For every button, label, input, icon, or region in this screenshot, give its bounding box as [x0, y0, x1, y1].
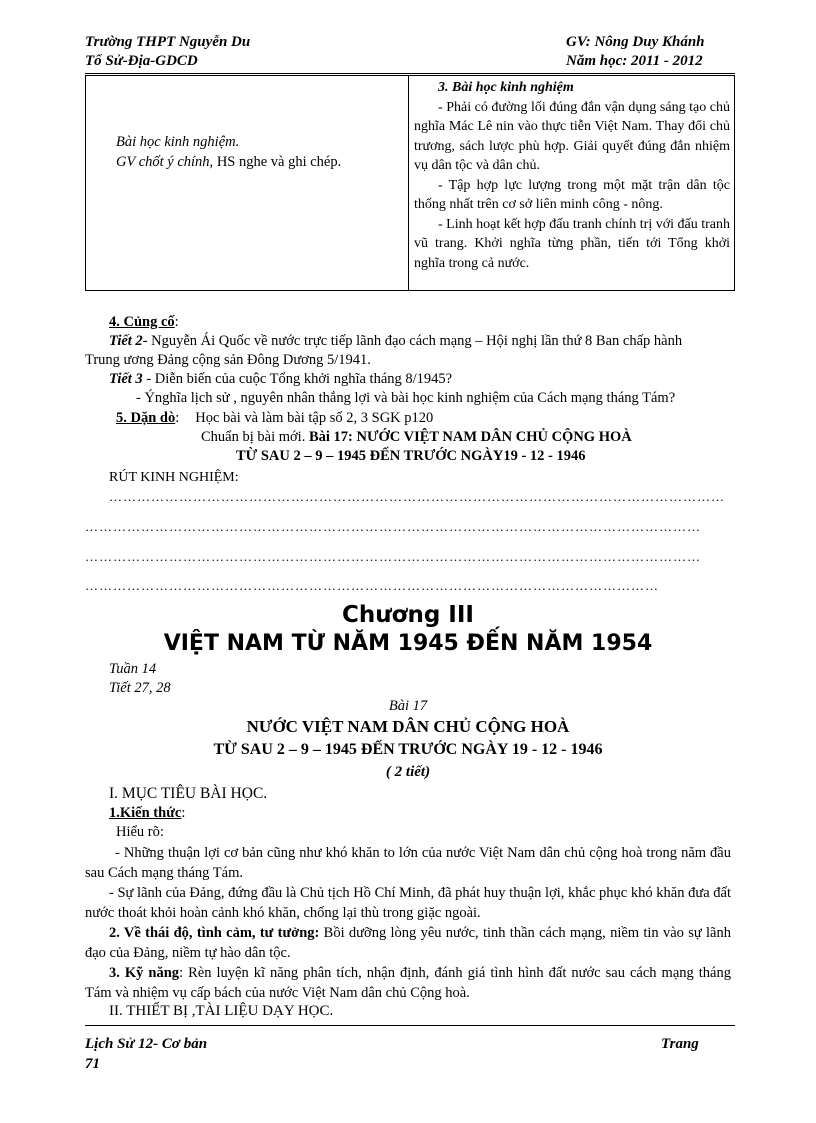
review-dots-2: …………………………………………………………………………………………………………………… — [85, 519, 701, 534]
objectives-heading: I. MỤC TIÊU BÀI HỌC. — [109, 785, 268, 802]
teacher-activity-cell — [86, 76, 409, 291]
school-year: Năm học: 2011 - 2012 — [566, 53, 703, 69]
lessons-learned-title: 3. Bài học kinh nghiệm — [438, 80, 574, 95]
knowledge-heading: 1.Kiến thức: — [109, 805, 186, 821]
content-cell — [409, 76, 735, 291]
left-cell-line1: Bài học kinh nghiệm. — [116, 134, 240, 150]
periods-label: Tiết 27, 28 — [109, 680, 171, 696]
lesson-duration: ( 2 tiết) — [385, 764, 431, 780]
header-rule — [85, 73, 735, 74]
chapter-title: Chương III — [342, 602, 474, 628]
knowledge-points — [85, 843, 731, 1003]
understand-label: Hiểu rõ: — [116, 824, 164, 840]
knowledge-point-2: - Sự lãnh của Đảng, đứng đầu là Chủ tịch Hồ Chí Minh, đã phát huy thuận lợi, khắc phục khó khăn đưa đất nước thoát khỏi hoàn cảnh khó khăn, chống lại thù trong giặc ngoài. — [85, 885, 731, 921]
skills-objective: 3. Kỹ năng: Rèn luyện kĩ năng phân tích, nhận định, đánh giá tình hình đất nước sau cách mạng tháng Tám và nhiệm vụ cấp bách của nước Việt Nam dân chủ Cộng hoà. — [85, 965, 731, 1001]
period-3-question: Tiết 3 - Diễn biến của cuộc Tổng khởi nghĩa tháng 8/1945? — [109, 371, 453, 387]
lesson-title-2: TỪ SAU 2 – 9 – 1945 ĐẾN TRƯỚC NGÀY 19 - 12 - 1946 — [213, 741, 603, 758]
homework-line: 5. Dặn dò: Học bài và làm bài tập số 2, 3 SGK p120 — [116, 410, 434, 426]
lesson-point-3: - Linh hoạt kết hợp đấu tranh chính trị với đấu tranh vũ trang. Khởi nghĩa từng phần, tiến tới Tổng khởi nghĩa trong cả nước. — [414, 216, 731, 271]
period-3-question-cont: - Ýnghĩa lịch sử , nguyên nhân thắng lợi và bài học kinh nghiệm của Cách mạng tháng Tám? — [136, 390, 676, 406]
lesson-point-2: - Tập hợp lực lượng trong một mặt trận dân tộc thống nhất trên cơ sở liên minh công - nông. — [414, 177, 730, 212]
week-label: Tuần 14 — [109, 661, 157, 677]
chapter-subtitle: VIỆT NAM TỪ NĂM 1945 ĐẾN NĂM 1954 — [163, 631, 653, 656]
footer-rule — [85, 1025, 735, 1026]
period-2-question: Tiết 2- Nguyễn Ái Quốc về nước trực tiếp lãnh đạo cách mạng – Hội nghị lần thứ 8 Ban chấp hành — [109, 333, 683, 349]
period-2-question-cont: Trung ương Đảng cộng sản Đông Dương 5/1941. — [85, 352, 371, 368]
lesson-title-1: NƯỚC VIỆT NAM DÂN CHỦ CỘNG HOÀ — [246, 717, 570, 736]
attitude-objective: 2. Về thái độ, tình cảm, tư tưởng: Bồi dưỡng lòng yêu nước, tinh thần cách mạng, niềm tin vào sự lãnh đạo của Đảng, niềm tự hào dân tộc. — [85, 925, 731, 961]
review-dots-1: …………………………………………………………………………………………………………………… — [109, 489, 725, 504]
lesson-activity-table — [85, 75, 735, 291]
department-name: Tổ Sử-Địa-GDCD — [85, 53, 198, 69]
teacher-name: GV: Nông Duy Khánh — [566, 34, 705, 50]
left-cell-italic: GV chốt ý chính, — [116, 154, 214, 170]
school-name: Trường THPT Nguyễn Du — [85, 34, 251, 50]
consolidation-heading: 4. Củng cố: — [109, 314, 179, 330]
next-lesson-line2: TỪ SAU 2 – 9 – 1945 ĐẾN TRƯỚC NGÀY19 - 12 - 1946 — [236, 448, 586, 464]
lesson-point-1: - Phải có đường lối đúng đắn vận dụng sáng tạo chủ nghĩa Mác Lê nin vào thực tiễn Việt Nam. Thay đổi chủ trương, sách lược phù hợp. Giải quyết đúng đắn nhiệm vụ dân tộc và dân chủ. — [414, 99, 730, 173]
review-label: RÚT KINH NGHIỆM: — [109, 470, 239, 485]
review-dots-4: …………………………………………………………………………………………………………… — [85, 578, 659, 593]
equipment-heading: II. THIẾT BỊ ,TÀI LIỆU DẠY HỌC. — [109, 1003, 334, 1019]
footer-page-label: Trang — [661, 1036, 699, 1052]
footer-subject: Lịch Sử 12- Cơ bản — [85, 1036, 208, 1052]
lesson-number: Bài 17 — [388, 698, 428, 714]
left-cell-rest: HS nghe và ghi chép. — [213, 154, 342, 170]
next-lesson-line: Chuẩn bị bài mới. Bài 17: NƯỚC VIỆT NAM DÂN CHỦ CỘNG HOÀ — [201, 429, 632, 445]
left-cell-line2 — [116, 154, 341, 171]
review-dots-3: …………………………………………………………………………………………………………………… — [85, 549, 701, 564]
knowledge-point-1: - Những thuận lợi cơ bản cũng như khó khăn to lớn của nước Việt Nam dân chủ cộng hoà trong năm đầu sau Cách mạng tháng Tám. — [85, 845, 731, 881]
footer-page-number: 71 — [85, 1056, 100, 1072]
